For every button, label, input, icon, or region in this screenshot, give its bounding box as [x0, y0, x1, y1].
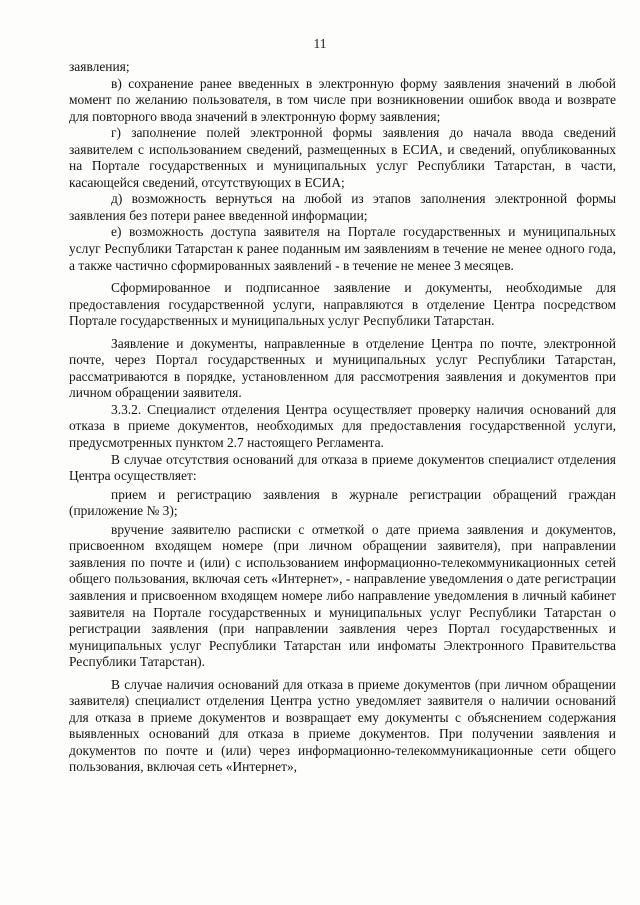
paragraph-receipt: вручение заявителю расписки с отметкой о дате приема заявления и документов, присвоенном входящем номере (при личном обращении заявителя), при направлении заявления по почте и (или) с использованием информационно-телекоммуникационных сетей общего пользования, включая сеть «Интернет», - направление уведомления о дате регистрации заявления и присвоенном входящем номере либо направление уведомления в личный кабинет заявителя на Портале государственных и муниципальных услуг Республики Татарстан о регистрации заявления (при направлении заявления через Портал государственных и муниципальных услуг Республики Татарстан или инфоматы Электронного Правительства Республики Татарстан). — [69, 521, 616, 670]
paragraph-item-e: е) возможность доступа заявителя на Портале государственных и муниципальных услуг Республики Татарстан к ранее поданным им заявлениям в течение не менее одного года, а также частично сформированных заявлений - в течение не менее 3 месяцев. — [69, 224, 616, 273]
paragraph-item-v: в) сохранение ранее введенных в электронную форму заявления значений в любой момент по желанию пользователя, в том числе при возникновении ошибок ввода и возврате для повторного ввода значений в электронную форму заявления; — [69, 75, 616, 124]
paragraph-registration: прием и регистрацию заявления в журнале регистрации обращений граждан (приложение № 3); — [69, 486, 616, 519]
paragraph-section-3-3-2: 3.3.2. Специалист отделения Центра осуществляет проверку наличия оснований для отказа в приеме документов, необходимых для предоставления государственной услуги, предусмотренных пунктом 2.7 настоящего Регламента. — [69, 401, 616, 451]
paragraph-submitted-application: Сформированное и подписанное заявление и документы, необходимые для предоставления государственной услуги, направляются в отделение Центра посредством Портале государственных и муниципальных услуг Республики Татарстан. — [69, 280, 616, 329]
paragraph-mail-documents: Заявление и документы, направленные в отделение Центра по почте, электронной почте, через Портал государственных и муниципальных услуг Республики Татарстан, рассматриваются в порядке, установленном для рассмотрения заявления и документов при личном обращении заявителя. — [69, 335, 616, 401]
paragraph-no-grounds: В случае отсутствия оснований для отказа в приеме документов специалист отделения Центра осуществляет: — [69, 451, 616, 484]
paragraph-continuation: заявления; — [69, 59, 130, 74]
paragraph-item-g: г) заполнение полей электронной формы заявления до начала ввода сведений заявителем с использованием сведений, размещенных в ЕСИА, и сведений, опубликованных на Портале государственных и муниципальных услуг Республики Татарстан, в части, касающейся сведений, отсутствующих в ЕСИА; — [69, 125, 616, 190]
paragraph-grounds-for-refusal: В случае наличия оснований для отказа в приеме документов (при личном обращении заявителя) специалист отделения Центра устно уведомляет заявителя о наличии оснований для отказа в приеме документов и возвращает ему документы с объяснением содержания выявленных оснований для отказа в приеме документов. При получении заявления и документов по почте и (или) через информационно-телекоммуникационные сети общего пользования, включая сеть «Интернет», — [69, 676, 616, 775]
document-body — [69, 59, 616, 776]
paragraph-item-d: д) возможность вернуться на любой из этапов заполнения электронной формы заявления без потери ранее введенной информации; — [69, 191, 616, 223]
page-number: 11 — [313, 36, 327, 51]
